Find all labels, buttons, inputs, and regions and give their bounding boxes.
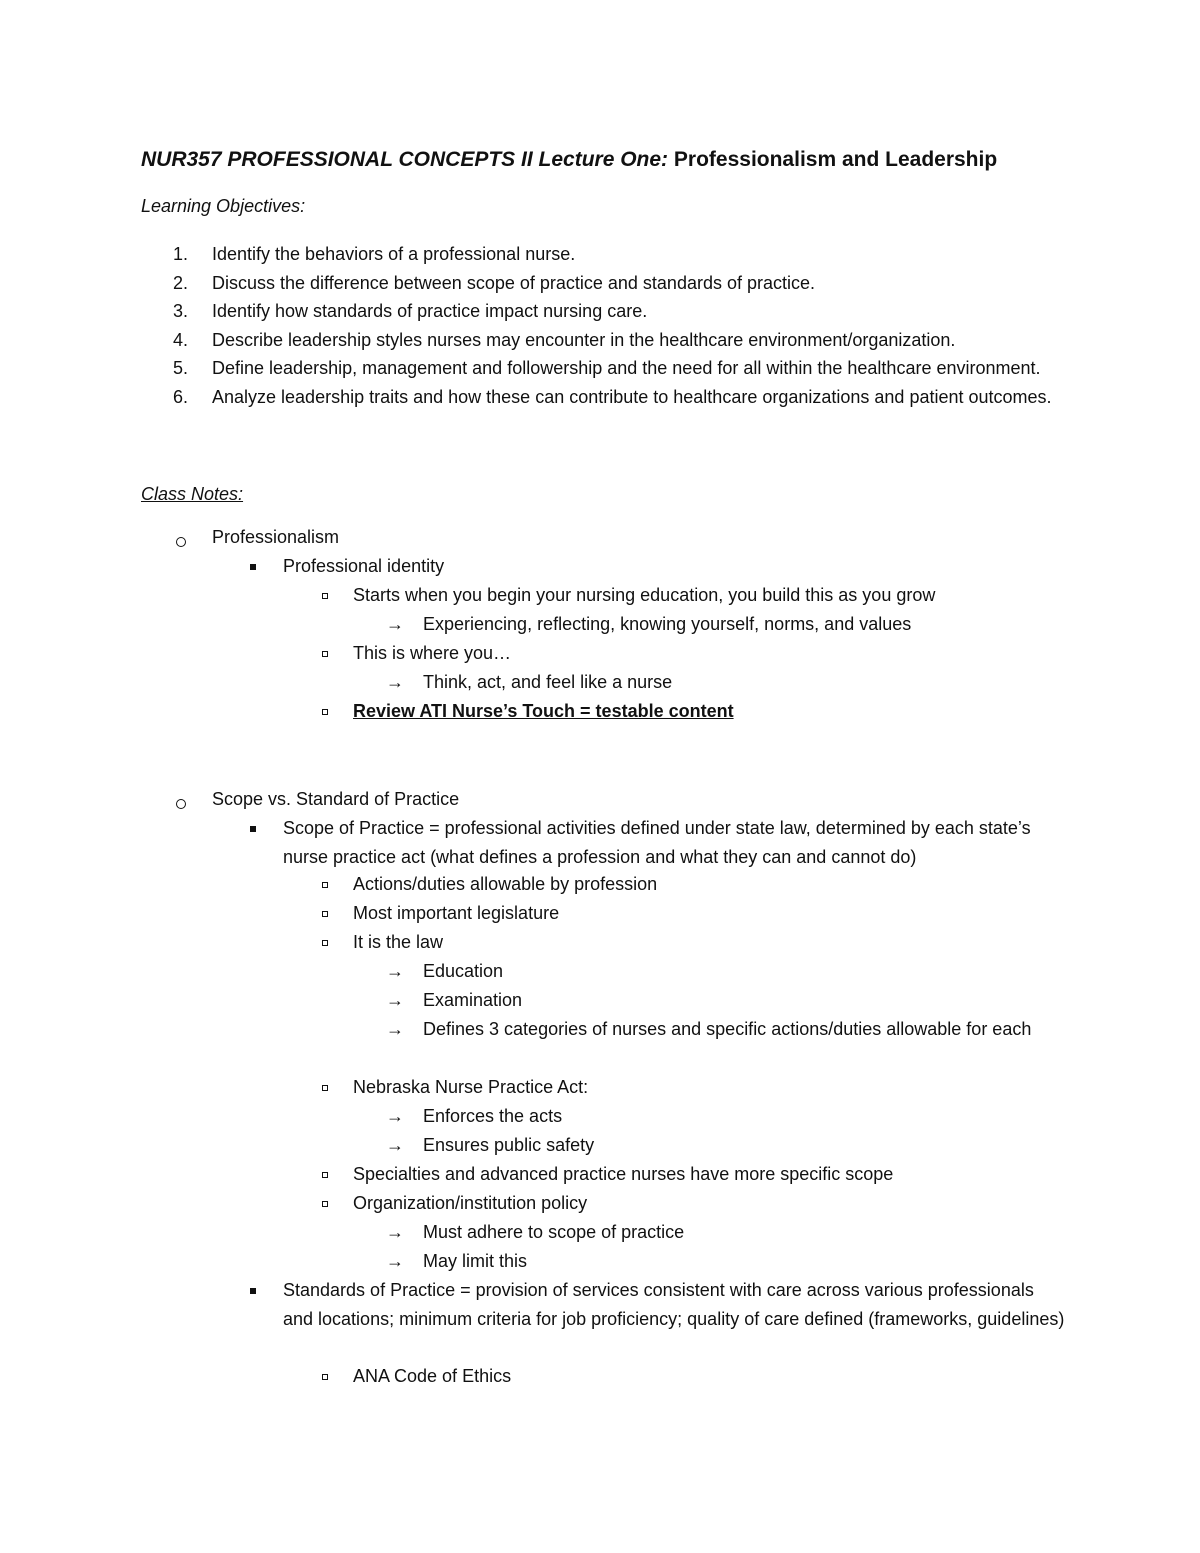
title-topic: Professionalism and Leadership [673,148,998,171]
hollow-square-bullet-icon [322,1172,328,1178]
objective-text: Discuss the difference between scope of practice and standards of practice. [212,272,816,293]
hollow-square-bullet-icon [322,1374,328,1380]
objective-item [141,269,1061,298]
arrow-bullet-icon: → [386,961,404,981]
hollow-circle-bullet-icon [176,799,186,809]
hollow-square-bullet-icon [322,882,328,888]
outline-item: Organization/institution policy [353,1193,588,1213]
objective-number: 3. [173,301,189,321]
outline-item: ANA Code of Ethics [353,1366,512,1386]
objective-text: Describe leadership styles nurses may encounter in the healthcare environment/organization. [212,329,956,350]
outline-item: Must adhere to scope of practice [423,1222,685,1242]
outline-item: Ensures public safety [423,1135,595,1155]
outline-item: Education [423,961,504,981]
class-notes-heading: Class Notes: [141,484,244,504]
hollow-square-bullet-icon [322,593,328,599]
outline-item: Scope of Practice = professional activities defined under state law, determined by each state’s nurse practice act (what defines a profession and what they can and cannot do) [283,818,1031,867]
arrow-bullet-icon: → [386,1106,404,1126]
objective-number: 4. [173,329,189,350]
hollow-square-bullet-icon [322,651,328,657]
objective-item [141,354,1061,383]
learning-objectives-heading: Learning Objectives: [141,196,306,216]
hollow-square-bullet-icon [322,1085,328,1091]
hollow-square-bullet-icon [322,1201,328,1207]
page-title [141,148,997,172]
title-course: NUR357 PROFESSIONAL CONCEPTS II Lecture One: [141,148,669,171]
objective-item [141,240,1061,269]
objective-number: 2. [173,272,189,293]
hollow-square-bullet-icon [322,709,328,715]
objective-text: Analyze leadership traits and how these can contribute to healthcare organizations and patient outcomes. [212,386,1052,407]
outline-item: It is the law [353,932,444,952]
arrow-bullet-icon: → [386,1135,404,1155]
objective-text: Define leadership, management and followership and the need for all within the healthcare environment. [212,358,1041,378]
outline-item: Defines 3 categories of nurses and specific actions/duties allowable for each [423,1019,1032,1039]
outline-item: Professionalism [212,527,340,547]
filled-square-bullet-icon [250,1288,256,1294]
outline-item: Standards of Practice = provision of services consistent with care across various professionals and locations; minimum criteria for job proficiency; quality of care defined (frameworks, guidelines) [283,1280,1065,1329]
outline-item: Nebraska Nurse Practice Act: [353,1077,589,1097]
objective-item [141,326,1061,355]
outline-item: Starts when you begin your nursing education, you build this as you grow [353,585,936,605]
objective-text: Identify how standards of practice impact nursing care. [212,301,648,321]
outline-item: Actions/duties allowable by profession [353,874,658,894]
objective-number: 5. [173,358,189,378]
hollow-square-bullet-icon [322,940,328,946]
arrow-bullet-icon: → [386,990,404,1010]
outline-item: Examination [423,990,523,1010]
objective-item [141,297,1061,326]
objectives-list [141,240,1061,411]
hollow-square-bullet-icon [322,911,328,917]
arrow-bullet-icon: → [386,1251,404,1271]
filled-square-bullet-icon [250,564,256,570]
outline-item: Professional identity [283,556,445,576]
outline-item: Specialties and advanced practice nurses have more specific scope [353,1164,894,1184]
outline-item-emphasis: Review ATI Nurse’s Touch = testable content [353,701,734,721]
outline-item: Most important legislature [353,903,560,923]
hollow-circle-bullet-icon [176,537,186,547]
objective-item [141,383,1061,412]
objective-number: 1. [173,244,189,264]
arrow-bullet-icon: → [386,1222,404,1242]
arrow-bullet-icon: → [386,672,404,692]
outline-item: Scope vs. Standard of Practice [212,789,460,809]
filled-square-bullet-icon [250,826,256,832]
outline-item: Think, act, and feel like a nurse [423,672,673,692]
objective-number: 6. [173,386,189,407]
outline-item: Experiencing, reflecting, knowing yourself, norms, and values [423,614,912,634]
arrow-bullet-icon: → [386,614,404,634]
arrow-bullet-icon: → [386,1019,404,1039]
objective-text: Identify the behaviors of a professional nurse. [212,244,576,264]
outline-item: This is where you… [353,643,512,663]
outline-item: Enforces the acts [423,1106,563,1126]
outline-item: May limit this [423,1251,528,1271]
